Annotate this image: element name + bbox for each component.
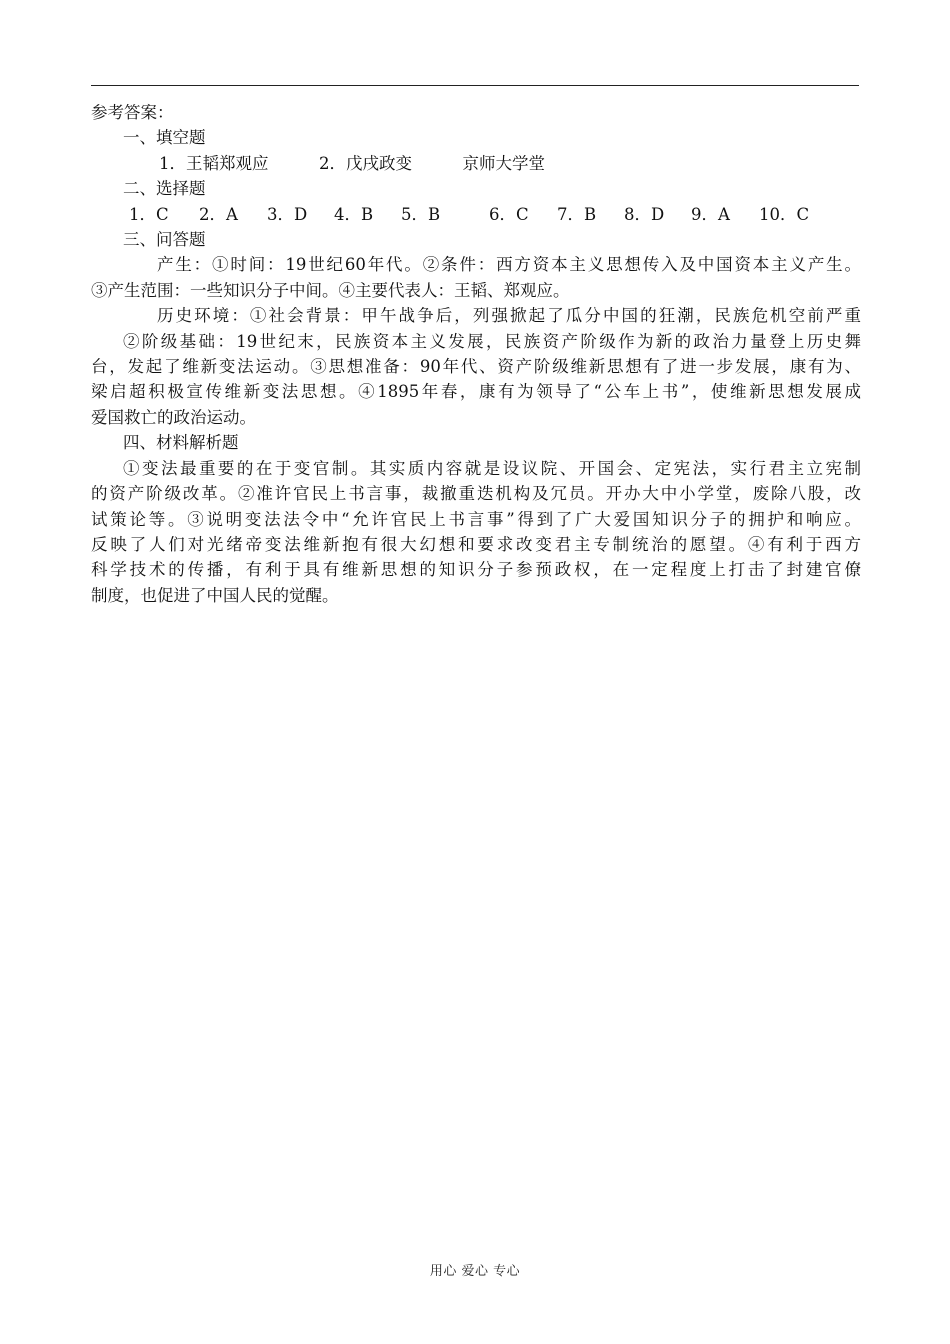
choice-answer: 6．C (489, 204, 529, 224)
material-line-3: 试策论等。③说明变法法令中“允许官民上书言事”得到了广大爱国知识分子的拥护和响应。 (91, 509, 861, 529)
qa-paragraph-2-line-4: 梁启超积极宣传维新变法思想。④1895年春，康有为领导了“公车上书”，使维新思想发展成 (91, 382, 861, 402)
section-choice-title: 二、选择题 (123, 179, 206, 199)
answer-content (91, 100, 861, 608)
section-qa-title: 三、问答题 (123, 230, 206, 250)
choice-answer: 3．D (267, 204, 308, 224)
fill-blank-answer-2: 2．戊戌政变 (319, 153, 412, 173)
material-line-5: 科学技术的传播，有利于具有维新思想的知识分子参预政权，在一定程度上打击了封建官僚 (91, 560, 861, 580)
fill-blank-answer-3: 京师大学堂 (462, 153, 545, 173)
fill-blank-answer-1: 1．王韬郑观应 (159, 153, 269, 173)
choice-answer: 4．B (334, 204, 374, 224)
fill-blank-answers (91, 151, 861, 176)
qa-paragraph-1-line-2: ③产生范围：一些知识分子中间。④主要代表人：王韬、郑观应。 (91, 280, 570, 300)
choice-answer: 10．C (759, 204, 810, 224)
choice-answer: 8．D (624, 204, 665, 224)
page-footer: 用心 爱心 专心 (429, 1264, 521, 1279)
choice-answer: 9．A (691, 204, 730, 224)
section-material-title: 四、材料解析题 (123, 433, 239, 453)
choice-answers (91, 202, 861, 227)
choice-answer: 5．B (401, 204, 441, 224)
header-rule (91, 85, 859, 86)
choice-answer: 1．C (129, 204, 169, 224)
choice-answer: 7．B (557, 204, 597, 224)
qa-paragraph-2-line-5: 爱国救亡的政治运动。 (91, 407, 256, 427)
qa-paragraph-2-line-3: 台，发起了维新变法运动。③思想准备：90年代、资产阶级维新思想有了进一步发展，康有为、 (91, 357, 861, 377)
material-line-6: 制度，也促进了中国人民的觉醒。 (91, 585, 339, 605)
section-fill-blank-title: 一、填空题 (123, 128, 206, 148)
qa-paragraph-1-line-1: 产生：①时间：19世纪60年代。②条件：西方资本主义思想传入及中国资本主义产生。 (157, 255, 861, 275)
material-line-2: 的资产阶级改革。②准许官民上书言事，裁撤重迭机构及冗员。开办大中小学堂，废除八股，改 (91, 484, 861, 504)
qa-paragraph-2-line-2: ②阶级基础：19世纪末，民族资本主义发展，民族资产阶级作为新的政治力量登上历史舞 (123, 331, 861, 351)
material-line-1: ①变法最重要的在于变官制。其实质内容就是设议院、开国会、定宪法，实行君主立宪制 (123, 458, 861, 478)
choice-answer: 2．A (199, 204, 238, 224)
material-line-4: 反映了人们对光绪帝变法维新抱有很大幻想和要求改变君主专制统治的愿望。④有利于西方 (91, 534, 861, 554)
answers-heading: 参考答案： (91, 103, 174, 122)
qa-paragraph-2-line-1: 历史环境：①社会背景：甲午战争后，列强掀起了瓜分中国的狂潮，民族危机空前严重 (157, 306, 861, 326)
